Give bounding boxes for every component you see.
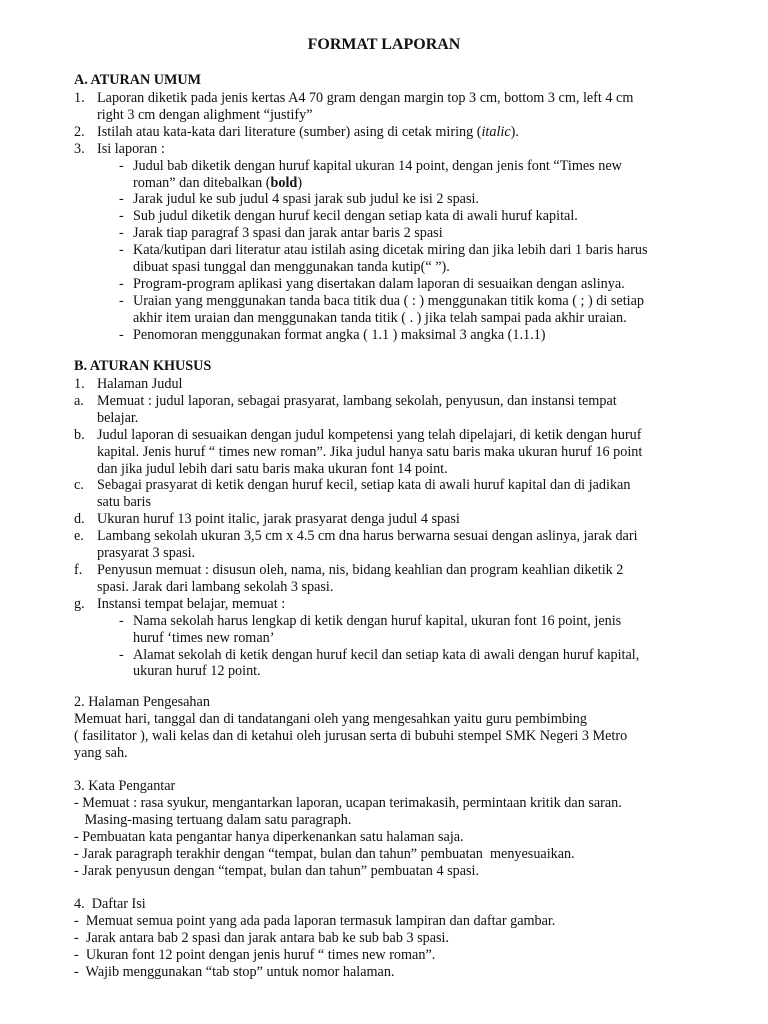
list-item (74, 141, 714, 158)
paragraph-line: - Memuat semua point yang ada pada laporan termasuk lampiran dan daftar gambar. (74, 912, 556, 929)
list-item (74, 511, 714, 528)
list-item (74, 393, 714, 427)
sub-item-text: Alamat sekolah di ketik dengan huruf kecil dan setiap kata di awali dengan huruf kapital, (133, 646, 640, 663)
list-item-text: satu baris (97, 494, 151, 511)
sub-item-text: Jarak judul ke sub judul 4 spasi jarak sub judul ke isi 2 spasi. (133, 191, 479, 208)
kata-pengantar-section (74, 778, 714, 879)
sub-item-text: ukuran huruf 12 point. (133, 663, 261, 680)
list-marker: 2. (74, 123, 85, 140)
paragraph-line: - Memuat : rasa syukur, mengantarkan laporan, ucapan terimakasih, permintaan kritik dan saran. (74, 794, 622, 811)
list-item-text: Judul laporan di sesuaikan dengan judul kompetensi yang telah dipelajari, di ketik dengan huruf (97, 426, 642, 443)
section-heading: 2. Halaman Pengesahan (74, 694, 210, 710)
list-item-text: prasyarat 3 spasi. (97, 545, 196, 562)
section-heading: 3. Kata Pengantar (74, 778, 176, 794)
sub-list-item: - Nama sekolah harus lengkap di ketik dengan huruf kapital, ukuran font 16 point, jenis huruf ‘times new roman’ (119, 612, 622, 646)
paragraph-line: Masing-masing tertuang dalam satu paragraph. (74, 811, 352, 828)
sub-item-text: Penomoran menggunakan format angka ( 1.1 ) maksimal 3 angka (1.1.1) (133, 326, 546, 343)
sub-list-item: - Judul bab diketik dengan huruf kapital ukuran 14 point, dengan jenis font “Times new roman” dan ditebalkan (bold) (119, 157, 622, 191)
list-item-text: belajar. (97, 409, 139, 426)
list-item (74, 477, 714, 511)
sub-item-text: Sub judul diketik dengan huruf kecil dengan setiap kata di awali huruf kapital. (133, 208, 578, 225)
section-b-heading: B. ATURAN KHUSUS (74, 358, 212, 374)
section-heading: 4. Daftar Isi (74, 896, 146, 912)
sub-item-text: Judul bab diketik dengan huruf kapital ukuran 14 point, dengan jenis font “Times new (133, 157, 622, 174)
sub-list-item: - Jarak tiap paragraf 3 spasi dan jarak antar baris 2 spasi (119, 225, 443, 242)
list-item-text: Istilah atau kata-kata dari literature (sumber) asing di cetak miring (italic). (97, 123, 519, 140)
paragraph-line: ( fasilitator ), wali kelas dan di ketahui oleh jurusan serta di bubuhi stempel SMK Negeri 3 Metro (74, 727, 628, 744)
sub-item-text: Nama sekolah harus lengkap di ketik dengan huruf kapital, ukuran font 16 point, jenis (133, 612, 622, 629)
list-item (74, 124, 714, 141)
sub-list-item: - Kata/kutipan dari literatur atau istilah asing dicetak miring dan jika lebih dari 1 baris harus dibuat spasi tunggal dan menggunakan tanda kutip(“ ”). (119, 242, 648, 276)
sub-list-item: - Sub judul diketik dengan huruf kecil dengan setiap kata di awali huruf kapital. (119, 208, 578, 225)
paragraph-line: - Jarak paragraph terakhir dengan “tempat, bulan dan tahun” pembuatan menyesuaikan. (74, 845, 575, 862)
list-item-text: kapital. Jenis huruf “ times new roman”. Jika judul hanya satu baris maka ukuran huruf 16 point (97, 443, 643, 460)
list-marker: a. (74, 392, 84, 409)
sub-item-text: dibuat spasi tunggal dan menggunakan tanda kutip(“ ”). (133, 259, 450, 276)
list-marker: 1. (74, 90, 85, 106)
list-item (74, 90, 714, 124)
list-item (74, 562, 714, 596)
sub-item-text: Uraian yang menggunakan tanda baca titik dua ( : ) menggunakan titik koma ( ; ) di setiap (133, 292, 644, 309)
paragraph-line: yang sah. (74, 744, 128, 761)
daftar-isi-section (74, 896, 714, 981)
list-marker: 3. (74, 140, 85, 157)
section-a-list (74, 90, 714, 344)
list-item-text: Penyusun memuat : disusun oleh, nama, nis, bidang keahlian dan program keahlian diketik 2 (97, 561, 624, 578)
sub-list-item: - Jarak judul ke sub judul 4 spasi jarak sub judul ke isi 2 spasi. (119, 191, 479, 208)
list-item-text: Ukuran huruf 13 point italic, jarak prasyarat denga judul 4 spasi (97, 511, 460, 528)
paragraph-line: - Wajib menggunakan “tab stop” untuk nomor halaman. (74, 963, 395, 980)
list-item-text: spasi. Jarak dari lambang sekolah 3 spasi. (97, 578, 334, 595)
list-marker: g. (74, 595, 85, 612)
sub-item-text: Kata/kutipan dari literatur atau istilah asing dicetak miring dan jika lebih dari 1 baris harus (133, 242, 648, 259)
list-item-text: Sebagai prasyarat di ketik dengan huruf kecil, setiap kata di awali huruf kapital dan di jadikan (97, 477, 631, 494)
list-marker: d. (74, 511, 85, 528)
sub-item-text: roman” dan ditebalkan (bold) (133, 174, 303, 191)
sub-item-text: Jarak tiap paragraf 3 spasi dan jarak antar baris 2 spasi (133, 225, 443, 242)
list-marker: f. (74, 561, 83, 578)
list-item (74, 427, 714, 478)
paragraph-line: - Ukuran font 12 point dengan jenis huruf “ times new roman”. (74, 946, 436, 963)
list-item-text: Isi laporan : (97, 140, 165, 157)
list-item-text: dan jika judul lebih dari satu baris maka ukuran font 14 point. (97, 460, 448, 477)
list-item-text: Instansi tempat belajar, memuat : (97, 595, 286, 612)
sub-list-item: - Penomoran menggunakan format angka ( 1.1 ) maksimal 3 angka (1.1.1) (119, 326, 546, 343)
section-a-heading: A. ATURAN UMUM (74, 72, 202, 88)
paragraph-line: - Jarak antara bab 2 spasi dan jarak antara bab ke sub bab 3 spasi. (74, 929, 450, 946)
sub-list-item: - Alamat sekolah di ketik dengan huruf kecil dan setiap kata di awali dengan huruf kapital, ukuran huruf 12 point. (119, 646, 640, 680)
list-item-text: Lambang sekolah ukuran 3,5 cm x 4.5 cm dna harus berwarna sesuai dengan aslinya, jarak dari (97, 528, 638, 545)
sub-item-text: akhir item uraian dan menggunakan tanda titik ( . ) jika telah sampai pada akhir uraian. (133, 309, 627, 326)
list-item-text: right 3 cm dengan alighment “justify” (97, 106, 313, 123)
list-item (74, 528, 714, 562)
sub-list-item: - Program-program aplikasi yang disertakan dalam laporan di sesuaikan dengan aslinya. (119, 275, 625, 292)
paragraph-line: - Pembuatan kata pengantar hanya diperkenankan satu halaman saja. (74, 828, 464, 845)
sub-item-text: huruf ‘times new roman’ (133, 629, 275, 646)
section-b-list (74, 376, 714, 680)
pengesahan-section (74, 694, 714, 762)
list-item-text: Memuat : judul laporan, sebagai prasyarat, lambang sekolah, penyusun, dan instansi tempat (97, 392, 617, 409)
list-item-text: Halaman Judul (97, 376, 183, 392)
paragraph-line: - Jarak penyusun dengan “tempat, bulan dan tahun” pembuatan 4 spasi. (74, 862, 480, 879)
list-marker: e. (74, 528, 84, 545)
paragraph-line: Memuat hari, tanggal dan di tandatangani oleh yang mengesahkan yaitu guru pembimbing (74, 710, 587, 727)
list-item (74, 376, 714, 393)
list-item-text: Laporan diketik pada jenis kertas A4 70 gram dengan margin top 3 cm, bottom 3 cm, left 4 cm (97, 90, 634, 106)
list-marker: c. (74, 477, 84, 494)
list-marker: 1. (74, 376, 85, 392)
list-item (74, 596, 714, 613)
sub-list-item: - Uraian yang menggunakan tanda baca titik dua ( : ) menggunakan titik koma ( ; ) di setiap akhir item uraian dan menggunakan tanda titik ( . ) jika telah sampai pada akhir uraian. (119, 292, 644, 326)
list-marker: b. (74, 426, 85, 443)
page-title: FORMAT LAPORAN (307, 36, 461, 53)
sub-item-text: Program-program aplikasi yang disertakan dalam laporan di sesuaikan dengan aslinya. (133, 275, 625, 292)
